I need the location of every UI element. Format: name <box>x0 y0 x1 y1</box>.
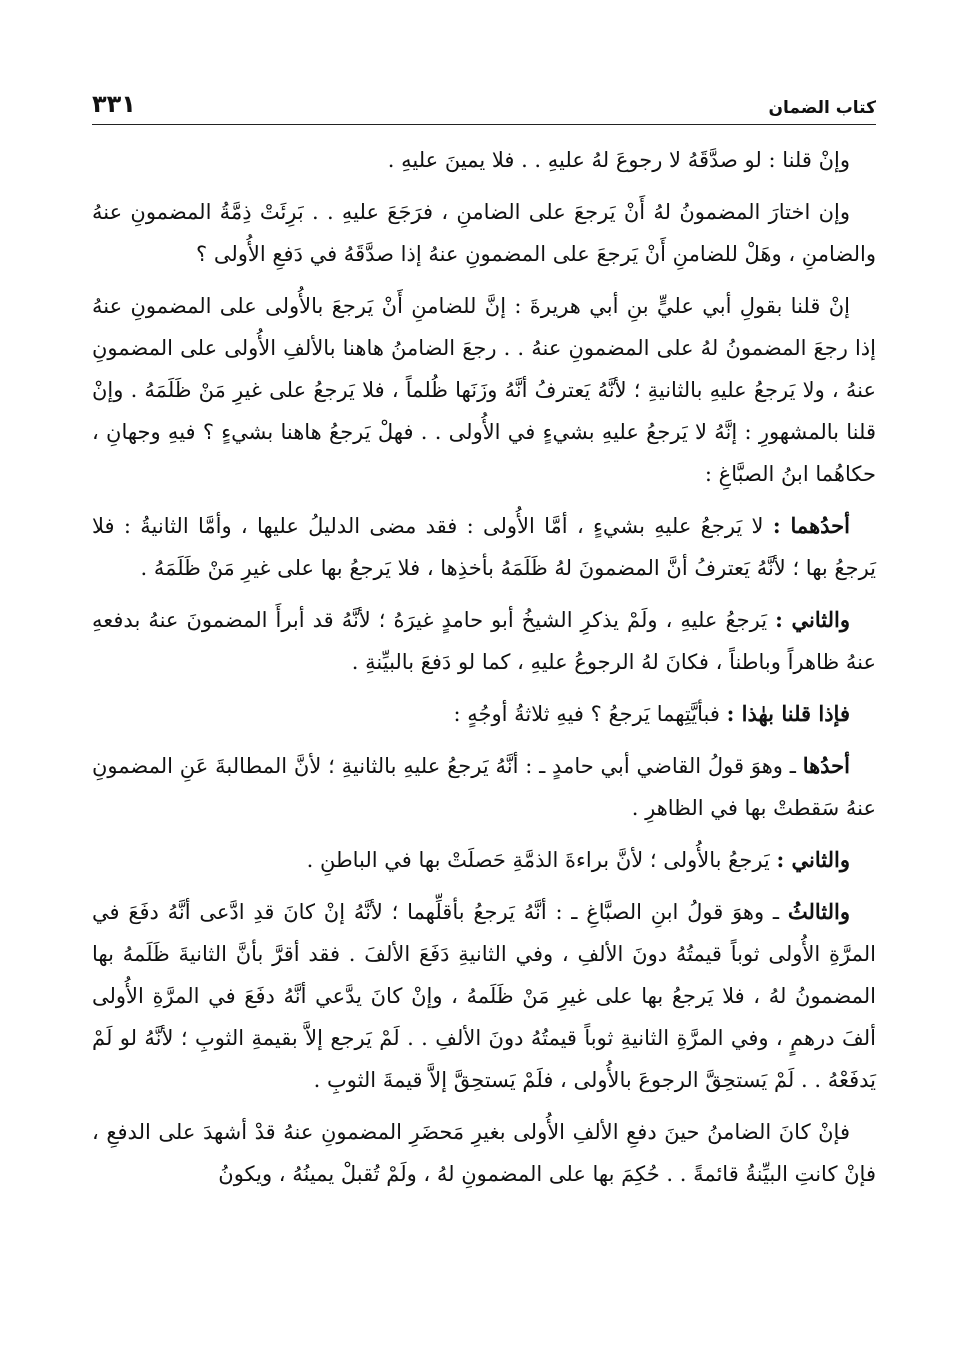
paragraph <box>92 139 876 181</box>
paragraph <box>92 839 876 881</box>
paragraph <box>92 693 876 735</box>
paragraph <box>92 1111 876 1195</box>
paragraph-lead: والثالثُ <box>787 899 850 924</box>
paragraph-lead: والثاني : <box>775 607 850 632</box>
paragraph-lead: والثاني : <box>776 847 850 872</box>
paragraph <box>92 285 876 495</box>
paragraph-text: فإنْ كانَ الضامنُ حينَ دفعِ الألفِ الأُولى بغيرِ مَحضَرِ المضمونِ عنهُ قدْ أشهدَ على الدفعِ ، فإنْ كانتِ البيِّنةُ قائمةً . . حُكِمَ بها على المضمونِ لهُ ، ولَمْ تُقبلْ يمينُهُ ، ويكونُ <box>92 1120 876 1186</box>
book-page <box>92 80 876 1350</box>
paragraph-lead: أحدُها <box>802 753 850 778</box>
paragraph <box>92 745 876 829</box>
paragraph <box>92 505 876 589</box>
page-number: ٣٣١ <box>92 90 136 118</box>
paragraph-text: ـ وهوَ قولُ القاضي أبي حامدٍ ـ : أنَّهُ يَرجعُ عليهِ بالثانيةِ ؛ لأنَّ المطالبةَ عَنِ المضمونِ عنهُ سَقطتْ بها في الظاهرِ . <box>92 754 876 820</box>
paragraph-text: إنْ قلنا بقولِ أبي عليٍّ بنِ أبي هريرةَ : إنَّ للضامنِ أَنْ يَرجعَ بالأُولى على المضمونِ عنهُ إذا رجعَ المضمونُ لهُ على المضمونِ عنهُ . . رجعَ الضامنُ هاهنا بالألفِ الأُولى على المضمونِ عنهُ ، ولا يَرجعُ عليهِ بالثانيةِ ؛ لأنَّهُ يَعترفُ أنَّهُ وزَنَها ظُلماً ، فلا يَرجعُ على غيرِ مَنْ ظَلَمَهُ . وإنْ قلنا بالمشهورِ : إنَّهُ لا يَرجعُ عليهِ بشيءٍ في الأُولى . . فهلْ يَرجعُ هاهنا بشيءٍ ؟ فيهِ وجهانِ ، حكاهُما ابنُ الصبَّاغِ : <box>92 294 876 486</box>
page-header <box>92 80 876 125</box>
paragraph-text: لا يَرجعُ عليهِ بشيءٍ ، أمَّا الأُولى : فقد مضى الدليلُ عليها ، وأمَّا الثانيةُ : فلا يَرجعُ بها ؛ لأنَّهُ يَعترفُ أنَّ المضمونَ لهُ ظَلَمَهُ بأخذِها ، فلا يَرجعُ بها على غيرِ مَنْ ظَلَمَهُ . <box>92 514 876 580</box>
paragraph-text: يَرجعُ عليهِ ، ولَمْ يذكرِ الشيخُ أبو حامدٍ غيرَهُ ؛ لأنَّهُ قد أبرأَ المضمونَ عنهُ بدفعهِ عنهُ ظاهراً وباطناً ، فكانَ لهُ الرجوعُ عليهِ ، كما لو دَفعَ بالبيِّنةِ . <box>92 608 876 674</box>
paragraph-text: وإنْ قلنا : لو صدَّقَهُ لا رجوعَ لهُ عليهِ . . فلا يمينَ عليهِ . <box>387 148 850 172</box>
page-body <box>92 125 876 1195</box>
paragraph <box>92 599 876 683</box>
paragraph-lead: فإذا قلنا بهٰذا : <box>726 701 850 726</box>
running-title: كتاب الضمان <box>768 98 876 118</box>
paragraph-text: فبأيَّتِهما يَرجعُ ؟ فيهِ ثلاثةُ أوجُهٍ : <box>453 702 720 726</box>
paragraph <box>92 891 876 1101</box>
paragraph-text: يَرجعُ بالأُولى ؛ لأنَّ براءةَ الذمَّةِ حَصلَتْ بها في الباطنِ . <box>306 848 770 872</box>
paragraph-text: وإن اختارَ المضمونُ لهُ أَنْ يَرجعَ على الضامنِ ، فرَجَعَ عليهِ . . بَرِئَتْ ذِمَّةُ المضمونِ عنهُ والضامنِ ، وهَلْ للضامنِ أَنْ يَرجعَ على المضمونِ عنهُ إذا صدَّقَهُ في دَفعِ الأُولى ؟ <box>92 200 876 266</box>
paragraph-text: ـ وهوَ قولُ ابنِ الصبَّاغِ ـ : أنَّهُ يَرجعُ بأقلِّهما ؛ لأنَّهُ إنْ كانَ قدِ ادَّعى أنَّهُ دفَعَ في المرَّةِ الأُولى ثوباً قيمتُهُ دونَ الألفِ ، وفي الثانيةِ دَفَعَ الألفَ . فقد أقرَّ بأنَّ الثانيةَ ظَلَمهُ بها المضمونُ لهُ ، فلا يَرجعُ بها على غيرِ مَنْ ظَلَمهُ ، وإنْ كانَ يدَّعي أنَّهُ دفَعَ في المرَّةِ الأُولى ألفَ درهمٍ ، وفي المرَّةِ الثانيةِ ثوباً قيمتُهُ دونَ الألفِ . . لَمْ يَرجع إلاَّ بقيمةِ الثوبِ ؛ لأنَّهُ لو لَمْ يَدفَعْهُ . . لَمْ يَستحِقَّ الرجوعَ بالأُولى ، فلَمْ يَستحِقَّ إلاَّ قيمةَ الثوبِ . <box>92 900 876 1092</box>
paragraph-lead: أحدُهما : <box>772 513 850 538</box>
paragraph <box>92 191 876 275</box>
